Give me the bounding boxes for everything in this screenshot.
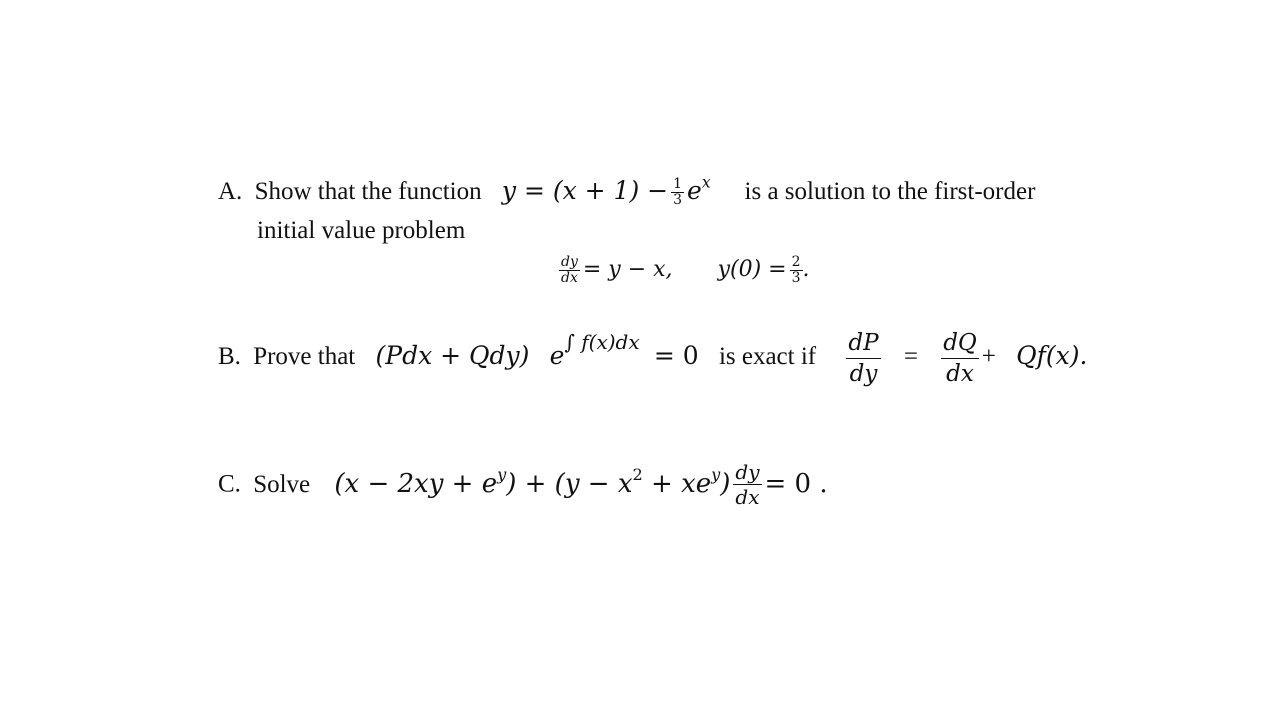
problem-b-rhs-tail: Qf(x). bbox=[1016, 341, 1088, 371]
problem-a-tail: is a solution to the first-order bbox=[744, 178, 1036, 205]
derivative-dy-dx: $\frac{dy}{dx}$ bbox=[561, 253, 578, 286]
problem-b-label: B. bbox=[218, 343, 241, 371]
problem-c-equation: $(x - 2xy + e^y) + (y - x^2 + xe^y)$ $\frac{dy}{dx}$ = 0 . bbox=[334, 460, 828, 509]
fraction-dq-dx: $\frac{dQ}{dx}$ bbox=[943, 330, 977, 387]
problem-b-line: B. Prove that (Pdx + Qdy) $e^{\int f(x)dx} = 0$ is exact if $\frac{dP}{dy}$ = $\frac{dQ}{dx}$ + Qf(x). bbox=[218, 330, 1088, 387]
initial-condition: y(0) = $\frac{2}{3}$ . bbox=[717, 253, 810, 286]
problem-c-label: C. bbox=[218, 470, 241, 498]
ode-equation: $\frac{dy}{dx}$ = y − x, bbox=[561, 253, 673, 286]
derivative-dy-dx-c: $\frac{dy}{dx}$ bbox=[735, 460, 760, 509]
fraction-two-thirds: $\frac{2}{3}$ bbox=[791, 253, 801, 286]
problem-c-intro: Solve bbox=[253, 470, 311, 498]
fraction-dp-dy: $\frac{dP}{dy}$ bbox=[848, 330, 879, 387]
problem-c-line bbox=[218, 460, 828, 509]
fraction-one-third: $\frac{1}{3}$ bbox=[673, 176, 683, 208]
problem-b-mid-text: is exact if bbox=[718, 343, 817, 371]
problem-b-intro: Prove that bbox=[253, 343, 356, 371]
problem-a-label: A. bbox=[218, 178, 243, 205]
initial-value-problem bbox=[556, 254, 810, 286]
problem-a-intro: Show that the function bbox=[254, 178, 482, 205]
function-expression: y = (x + 1) − $\frac{1}{3}$ $e^x$ bbox=[501, 173, 711, 208]
differential-form: (Pdx + Qdy) bbox=[375, 341, 530, 371]
problem-a-line1 bbox=[218, 173, 1036, 208]
problem-a-line2: initial value problem bbox=[257, 217, 466, 244]
integrating-factor: $e^{\int f(x)dx}$ bbox=[549, 330, 640, 371]
